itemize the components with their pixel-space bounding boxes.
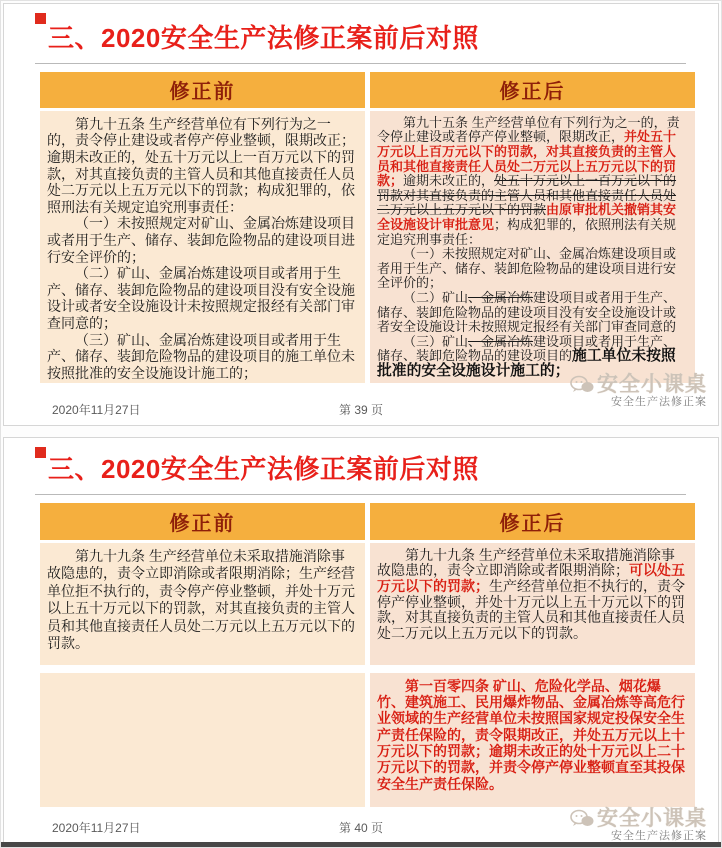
watermark-subtitle: 安全生产法修正案 <box>611 396 707 408</box>
footer-date: 2020年11月27日 <box>52 821 141 835</box>
slide-title: 三、2020安全生产法修正案前后对照 <box>48 454 479 484</box>
header-cell-after: 修正后 <box>370 503 695 540</box>
footer-page-number: 第 40 页 <box>338 821 384 835</box>
slide-title: 三、2020安全生产法修正案前后对照 <box>48 23 479 53</box>
header-cell-after: 修正后 <box>370 72 695 108</box>
slide-39 <box>3 3 719 426</box>
watermark <box>570 808 707 842</box>
slide-40 <box>3 437 719 844</box>
header-cell-before: 修正前 <box>40 503 365 540</box>
watermark <box>570 374 707 408</box>
header-cell-before: 修正前 <box>40 72 365 108</box>
cell-after-extra-text: 第一百零四条 矿山、危险化学品、烟花爆竹、建筑施工、民用爆炸物品、金属冶炼等高危行业领域的生产经营单位未按照国家规定投保安全生产责任保险的，责令限期改正，并处五万元以上十万元以下的罚款；逾期未改正的处十万元以上二十万元以下的罚款，并责令停产停业整顿直至其投保安全生产责任保险。 <box>370 673 695 807</box>
slide-title-row <box>4 4 718 54</box>
wechat-icon <box>570 809 594 829</box>
watermark-brand: 安全小课桌 <box>597 373 707 396</box>
cell-after-text: 第九十五条 生产经营单位有下列行为之一的，责令停止建设或者停产停业整顿，限期改正，并处五十万元以上百万元以下的罚款，对其直接负责的主管人员和其他直接责任人员处二万元以上五万元以下的罚款；逾期未改正的，处五十万元以上一百万元以下的罚款对其直接负责的主管人员和其他直接责任人员处二万元以上五万元以下的罚款由原审批机关撤销其安全设施设计审批意见；构成犯罪的，依照刑法有关规定追究刑事责任： （一）未按照规定对矿山、金属冶炼建设项目或者用于生产、储存、装卸危险物品的建设项目进行安全评价的； （二）矿山、金属冶炼建设项目或者用于生产、储存、装卸危险物品的建设项目没有安全设施设计或者安全设施设计未按照规定报经有关部门审查同意的 （三）矿山、金属冶炼建设项目或者用于生产、储存、装卸危险物品的建设项目的施工单位未按照批准的安全设施设计施工的； <box>370 111 695 383</box>
cell-before-text: 第九十九条 生产经营单位未采取措施消除事故隐患的，责令立即消除或者限期消除；生产经营单位拒不执行的，责令停产停业整顿，并处十万元以上五十万元以下的罚款，对其直接负责的主管人员和其他直接责任人员处二万元以上五万元以下的罚款。 <box>40 543 365 665</box>
watermark-subtitle: 安全生产法修正案 <box>611 830 707 842</box>
comparison-table <box>40 503 695 807</box>
footer-date: 2020年11月27日 <box>52 403 141 417</box>
watermark-brand: 安全小课桌 <box>597 807 707 830</box>
cell-after-text: 第九十九条 生产经营单位未采取措施消除事故隐患的，责令立即消除或者限期消除；可以处五万元以下的罚款；生产经营单位拒不执行的，责令停产停业整顿，并处十万元以上五十万元以下的罚款，对其直接负责的主管人员和其他直接责任人员处二万元以上五万元以下的罚款。 <box>370 543 695 665</box>
red-square-bullet <box>35 13 46 24</box>
comparison-table <box>40 72 695 383</box>
slide-title-row <box>4 438 718 485</box>
wechat-icon <box>570 375 594 395</box>
cell-before-text: 第九十五条 生产经营单位有下列行为之一的，责令停止建设或者停产停业整顿，限期改正；逾期未改正的，处五十万元以上一百万元以下的罚款，对其直接负责的主管人员和其他直接责任人员处二万元以上五万元以下的罚款；构成犯罪的，依照刑法有关规定追究刑事责任： （一）未按照规定对矿山、金属冶炼建设项目或者用于生产、储存、装卸危险物品的建设项目进行安全评价的； （二）矿山、金属冶炼建设项目或者用于生产、储存、装卸危险物品的建设项目没有安全设施设计或者安全设施设计未按照规定报经有关部门审查同意的； （三）矿山、金属冶炼建设项目或者用于生产、储存、装卸危险物品的建设项目的施工单位未按照批准的安全设施设计施工的； <box>40 111 365 383</box>
red-square-bullet <box>35 447 46 458</box>
footer-page-number: 第 39 页 <box>338 403 384 417</box>
title-underline <box>35 63 686 64</box>
cell-before-empty <box>40 673 365 807</box>
title-underline <box>35 494 686 495</box>
bottom-bar <box>1 842 721 847</box>
